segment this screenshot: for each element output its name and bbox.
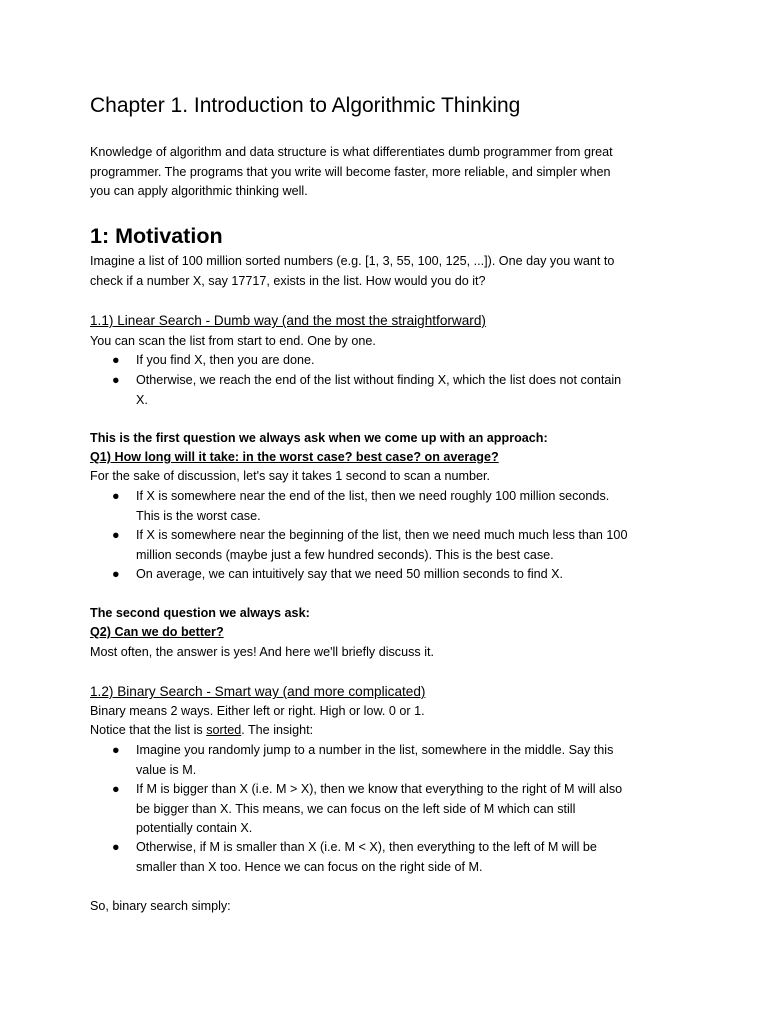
question-q1: Q1) How long will it take: in the worst case? best case? on average? [90, 450, 499, 464]
bullet-text: If you find X, then you are done. [136, 353, 315, 367]
bullet-item [112, 351, 672, 371]
first-question-intro: This is the first question we always ask when we come up with an approach: [90, 431, 548, 445]
section-heading-motivation: 1: Motivation [90, 224, 223, 248]
chapter-title: Chapter 1. Introduction to Algorithmic Thinking [90, 94, 521, 117]
bullet-icon: ● [112, 353, 120, 367]
subsection-heading-linear-search: 1.1) Linear Search - Dumb way (and the most the straightforward) [90, 313, 486, 328]
binary-line-1: Binary means 2 ways. Either left or right. High or low. 0 or 1. [90, 704, 425, 718]
intro-line-3: you can apply algorithmic thinking well. [90, 184, 308, 198]
sake-of-discussion: For the sake of discussion, let's say it takes 1 second to scan a number. [90, 469, 491, 483]
bullet-text-line: potentially contain X. [136, 821, 253, 836]
bullet-icon: ● [112, 373, 120, 387]
bullet-item [112, 838, 672, 877]
binary-notice [90, 721, 313, 741]
motivation-line-2: check if a number X, say 17717, exists in the list. How would you do it? [90, 274, 486, 288]
bullet-text-line: This is the worst case. [136, 508, 261, 523]
question-q2: Q2) Can we do better? [90, 625, 224, 639]
bullet-text-line: If X is somewhere near the beginning of the list, then we need much much less than 100 [136, 528, 628, 542]
bullet-item [112, 526, 672, 565]
sorted-word: sorted [206, 723, 242, 737]
bullet-text-line: value is M. [136, 762, 197, 777]
second-question-intro: The second question we always ask: [90, 606, 310, 620]
bullet-text-line: million seconds (maybe just a few hundred seconds). This is the best case. [136, 547, 554, 562]
bullet-text-line: Imagine you randomly jump to a number in the list, somewhere in the middle. Say this [136, 743, 614, 757]
bullet-text-line: Otherwise, we reach the end of the list without finding X, which the list does not contain [136, 373, 622, 387]
intro-line-1: Knowledge of algorithm and data structure is what differentiates dumb programmer from great [90, 145, 613, 159]
bullet-item [112, 565, 672, 585]
bullet-icon: ● [112, 782, 120, 796]
bullet-icon: ● [112, 743, 120, 757]
motivation-line-1: Imagine a list of 100 million sorted numbers (e.g. [1, 3, 55, 100, 125, ...]). One day you want to [90, 254, 615, 268]
notice-prefix: Notice that the list is [90, 723, 207, 737]
bullet-item [112, 371, 672, 410]
bullet-icon: ● [112, 528, 120, 542]
bullet-text-line: If X is somewhere near the end of the list, then we need roughly 100 million seconds. [136, 489, 610, 503]
bullet-text: On average, we can intuitively say that we need 50 million seconds to find X. [136, 567, 564, 581]
binary-search-simply: So, binary search simply: [90, 899, 231, 913]
notice-suffix: . The insight: [241, 723, 314, 737]
bullet-icon: ● [112, 840, 120, 854]
subsection-heading-binary-search: 1.2) Binary Search - Smart way (and more complicated) [90, 684, 426, 699]
linear-intro: You can scan the list from start to end. One by one. [90, 334, 376, 348]
bullet-icon: ● [112, 567, 120, 581]
bullet-text-line: If M is bigger than X (i.e. M > X), then we know that everything to the right of M will also [136, 782, 623, 796]
intro-line-2: programmer. The programs that you write will become faster, more reliable, and simpler when [90, 165, 611, 179]
bullet-text-line: be bigger than X. This means, we can focus on the left side of M which can still [136, 801, 576, 816]
answer-text: Most often, the answer is yes! And here we'll briefly discuss it. [90, 645, 434, 659]
bullet-text-line: Otherwise, if M is smaller than X (i.e. M < X), then everything to the left of M will be [136, 840, 597, 854]
bullet-item [112, 780, 672, 839]
bullet-text-line: smaller than X too. Hence we can focus on the right side of M. [136, 859, 483, 874]
bullet-text-line: X. [136, 392, 148, 407]
bullet-icon: ● [112, 489, 120, 503]
bullet-item [112, 487, 672, 526]
bullet-item [112, 741, 672, 780]
